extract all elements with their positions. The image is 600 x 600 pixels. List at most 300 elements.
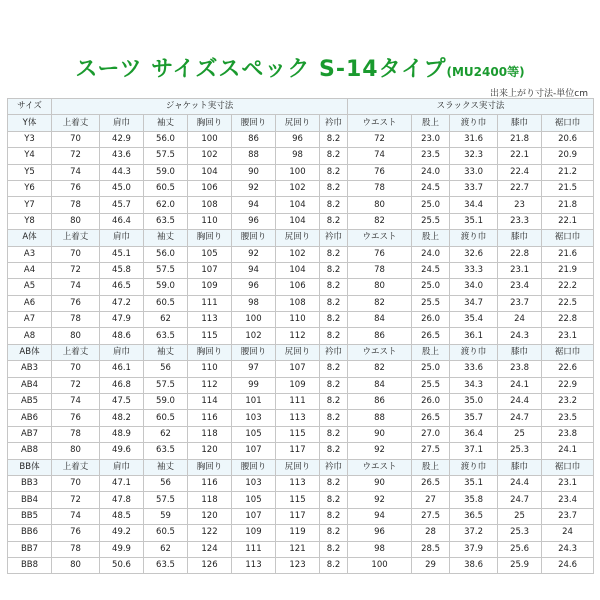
column-header: 膝巾	[498, 459, 542, 475]
value-cell: 25.5	[412, 295, 450, 311]
value-cell: 60.5	[144, 410, 188, 426]
column-header: 肩巾	[100, 230, 144, 246]
value-cell: 72	[52, 262, 100, 278]
value-cell: 120	[188, 508, 232, 524]
column-header: 股上	[412, 344, 450, 360]
value-cell: 107	[276, 361, 320, 377]
value-cell: 25.9	[498, 557, 542, 573]
value-cell: 20.9	[542, 148, 594, 164]
value-cell: 62	[144, 541, 188, 557]
value-cell: 96	[276, 131, 320, 147]
column-header: 袖丈	[144, 115, 188, 131]
column-header: 膝巾	[498, 344, 542, 360]
size-cell: BB5	[8, 508, 52, 524]
value-cell: 109	[188, 279, 232, 295]
value-cell: 46.8	[100, 377, 144, 393]
value-cell: 24.1	[542, 443, 594, 459]
value-cell: 25	[498, 508, 542, 524]
value-cell: 49.6	[100, 443, 144, 459]
value-cell: 8.2	[320, 279, 348, 295]
value-cell: 76	[348, 246, 412, 262]
size-cell: BB6	[8, 525, 52, 541]
table-row	[8, 213, 594, 229]
value-cell: 76	[348, 164, 412, 180]
value-cell: 84	[348, 377, 412, 393]
value-cell: 27	[412, 492, 450, 508]
value-cell: 33.3	[450, 262, 498, 278]
value-cell: 59.0	[144, 164, 188, 180]
column-header: 衿巾	[320, 115, 348, 131]
value-cell: 124	[188, 541, 232, 557]
size-cell: A7	[8, 312, 52, 328]
value-cell: 90	[348, 426, 412, 442]
size-cell: Y5	[8, 164, 52, 180]
value-cell: 25.5	[412, 377, 450, 393]
value-cell: 57.5	[144, 148, 188, 164]
value-cell: 8.2	[320, 131, 348, 147]
value-cell: 106	[188, 180, 232, 196]
value-cell: 8.2	[320, 557, 348, 573]
value-cell: 80	[52, 213, 100, 229]
value-cell: 62	[144, 426, 188, 442]
value-cell: 116	[188, 475, 232, 491]
value-cell: 49.2	[100, 525, 144, 541]
value-cell: 23.7	[542, 508, 594, 524]
value-cell: 23.0	[412, 131, 450, 147]
table-row	[8, 246, 594, 262]
value-cell: 8.2	[320, 377, 348, 393]
value-cell: 21.8	[498, 131, 542, 147]
value-cell: 28	[412, 525, 450, 541]
value-cell: 82	[348, 213, 412, 229]
value-cell: 63.5	[144, 557, 188, 573]
value-cell: 24.7	[498, 492, 542, 508]
value-cell: 80	[348, 279, 412, 295]
value-cell: 103	[232, 475, 276, 491]
column-header: ウエスト	[348, 230, 412, 246]
value-cell: 72	[52, 377, 100, 393]
value-cell: 22.8	[498, 246, 542, 262]
value-cell: 110	[276, 312, 320, 328]
column-header: 肩巾	[100, 459, 144, 475]
value-cell: 22.2	[542, 279, 594, 295]
value-cell: 113	[232, 557, 276, 573]
value-cell: 35.1	[450, 475, 498, 491]
value-cell: 100	[232, 312, 276, 328]
value-cell: 43.6	[100, 148, 144, 164]
value-cell: 63.5	[144, 213, 188, 229]
size-cell: Y7	[8, 197, 52, 213]
value-cell: 78	[52, 426, 100, 442]
value-cell: 37.2	[450, 525, 498, 541]
value-cell: 110	[188, 213, 232, 229]
value-cell: 23.8	[542, 426, 594, 442]
value-cell: 117	[276, 443, 320, 459]
value-cell: 26.5	[412, 328, 450, 344]
value-cell: 8.2	[320, 410, 348, 426]
value-cell: 26.5	[412, 410, 450, 426]
value-cell: 8.2	[320, 197, 348, 213]
value-cell: 106	[276, 279, 320, 295]
value-cell: 22.4	[498, 164, 542, 180]
unit-note: 出来上がり寸法-単位cm	[490, 89, 588, 99]
column-header: 裾口巾	[542, 344, 594, 360]
value-cell: 104	[276, 197, 320, 213]
value-cell: 63.5	[144, 328, 188, 344]
value-cell: 34.3	[450, 377, 498, 393]
value-cell: 109	[232, 525, 276, 541]
value-cell: 44.3	[100, 164, 144, 180]
size-cell: Y8	[8, 213, 52, 229]
value-cell: 112	[276, 328, 320, 344]
value-cell: 45.7	[100, 197, 144, 213]
value-cell: 56	[144, 361, 188, 377]
value-cell: 100	[276, 164, 320, 180]
value-cell: 27.5	[412, 508, 450, 524]
table-row	[8, 557, 594, 573]
value-cell: 8.2	[320, 541, 348, 557]
value-cell: 86	[348, 394, 412, 410]
value-cell: 46.4	[100, 213, 144, 229]
table-row	[8, 148, 594, 164]
value-cell: 74	[52, 164, 100, 180]
value-cell: 80	[52, 443, 100, 459]
value-cell: 70	[52, 361, 100, 377]
value-cell: 31.6	[450, 131, 498, 147]
table-row	[8, 262, 594, 278]
column-header: 膝巾	[498, 230, 542, 246]
value-cell: 78	[348, 180, 412, 196]
value-cell: 70	[52, 475, 100, 491]
value-cell: 23.2	[542, 394, 594, 410]
value-cell: 45.8	[100, 262, 144, 278]
value-cell: 121	[276, 541, 320, 557]
column-header: 上着丈	[52, 459, 100, 475]
value-cell: 59.0	[144, 394, 188, 410]
value-cell: 78	[52, 312, 100, 328]
column-header: 尻回り	[276, 115, 320, 131]
column-header: 股上	[412, 459, 450, 475]
value-cell: 74	[52, 279, 100, 295]
value-cell: 102	[276, 246, 320, 262]
value-cell: 45.0	[100, 180, 144, 196]
value-cell: 8.2	[320, 180, 348, 196]
value-cell: 100	[348, 557, 412, 573]
value-cell: 76	[52, 525, 100, 541]
size-cell: A8	[8, 328, 52, 344]
value-cell: 33.7	[450, 180, 498, 196]
value-cell: 82	[348, 295, 412, 311]
table-row	[8, 295, 594, 311]
value-cell: 96	[348, 525, 412, 541]
value-cell: 56.0	[144, 246, 188, 262]
table-header-row	[8, 99, 594, 115]
group-label: A体	[8, 230, 52, 246]
value-cell: 111	[276, 394, 320, 410]
size-cell: AB7	[8, 426, 52, 442]
value-cell: 28.5	[412, 541, 450, 557]
size-cell: Y3	[8, 131, 52, 147]
value-cell: 76	[52, 180, 100, 196]
value-cell: 103	[232, 410, 276, 426]
value-cell: 8.2	[320, 246, 348, 262]
value-cell: 82	[348, 361, 412, 377]
column-header: 股上	[412, 230, 450, 246]
value-cell: 8.2	[320, 475, 348, 491]
value-cell: 57.5	[144, 492, 188, 508]
table-row	[8, 131, 594, 147]
value-cell: 47.2	[100, 295, 144, 311]
size-cell: AB8	[8, 443, 52, 459]
value-cell: 37.9	[450, 541, 498, 557]
value-cell: 92	[232, 180, 276, 196]
value-cell: 36.1	[450, 328, 498, 344]
column-header: 股上	[412, 115, 450, 131]
value-cell: 22.5	[542, 295, 594, 311]
value-cell: 104	[276, 213, 320, 229]
size-cell: AB3	[8, 361, 52, 377]
value-cell: 74	[52, 508, 100, 524]
value-cell: 104	[188, 164, 232, 180]
size-cell: A6	[8, 295, 52, 311]
value-cell: 23.4	[498, 279, 542, 295]
value-cell: 25.6	[498, 541, 542, 557]
value-cell: 8.2	[320, 525, 348, 541]
size-cell: BB8	[8, 557, 52, 573]
value-cell: 20.6	[542, 131, 594, 147]
value-cell: 24.3	[498, 328, 542, 344]
column-header: 渡り巾	[450, 115, 498, 131]
value-cell: 63.5	[144, 443, 188, 459]
value-cell: 76	[52, 295, 100, 311]
value-cell: 118	[188, 492, 232, 508]
table-row	[8, 312, 594, 328]
size-cell: A4	[8, 262, 52, 278]
value-cell: 80	[348, 197, 412, 213]
table-row	[8, 508, 594, 524]
title-main: スーツ サイズスペック S-14タイプ	[75, 57, 447, 82]
value-cell: 8.2	[320, 394, 348, 410]
value-cell: 72	[348, 131, 412, 147]
value-cell: 70	[52, 131, 100, 147]
value-cell: 24.5	[412, 180, 450, 196]
column-header: 胸回り	[188, 230, 232, 246]
value-cell: 8.2	[320, 164, 348, 180]
value-cell: 45.1	[100, 246, 144, 262]
value-cell: 25.3	[498, 525, 542, 541]
value-cell: 35.1	[450, 213, 498, 229]
value-cell: 23.1	[542, 475, 594, 491]
value-cell: 26.5	[412, 475, 450, 491]
jacket-header: ジャケット実寸法	[52, 99, 348, 115]
value-cell: 113	[188, 312, 232, 328]
value-cell: 24.5	[412, 262, 450, 278]
value-cell: 59	[144, 508, 188, 524]
value-cell: 23.4	[542, 492, 594, 508]
group-label: Y体	[8, 115, 52, 131]
value-cell: 23.8	[498, 361, 542, 377]
value-cell: 98	[232, 295, 276, 311]
column-header: 衿巾	[320, 459, 348, 475]
size-cell: BB4	[8, 492, 52, 508]
value-cell: 46.5	[100, 279, 144, 295]
value-cell: 60.5	[144, 525, 188, 541]
value-cell: 78	[52, 541, 100, 557]
value-cell: 21.2	[542, 164, 594, 180]
table-row	[8, 394, 594, 410]
column-header: ウエスト	[348, 344, 412, 360]
value-cell: 56	[144, 475, 188, 491]
value-cell: 96	[232, 213, 276, 229]
size-spec-table	[7, 98, 594, 574]
value-cell: 8.2	[320, 295, 348, 311]
column-header: 渡り巾	[450, 459, 498, 475]
value-cell: 24.7	[498, 410, 542, 426]
value-cell: 22.6	[542, 361, 594, 377]
value-cell: 92	[348, 492, 412, 508]
table-row	[8, 164, 594, 180]
value-cell: 8.2	[320, 213, 348, 229]
value-cell: 35.0	[450, 394, 498, 410]
column-header: 袖丈	[144, 459, 188, 475]
value-cell: 122	[188, 525, 232, 541]
value-cell: 102	[276, 180, 320, 196]
value-cell: 8.2	[320, 492, 348, 508]
value-cell: 107	[188, 262, 232, 278]
value-cell: 115	[188, 328, 232, 344]
value-cell: 35.7	[450, 410, 498, 426]
table-row	[8, 377, 594, 393]
value-cell: 8.2	[320, 508, 348, 524]
value-cell: 8.2	[320, 262, 348, 278]
value-cell: 32.3	[450, 148, 498, 164]
value-cell: 97	[232, 361, 276, 377]
value-cell: 22.8	[542, 312, 594, 328]
size-cell: BB3	[8, 475, 52, 491]
column-header: 渡り巾	[450, 344, 498, 360]
column-header: 腰回り	[232, 459, 276, 475]
value-cell: 107	[232, 443, 276, 459]
value-cell: 102	[232, 328, 276, 344]
value-cell: 105	[232, 492, 276, 508]
value-cell: 8.2	[320, 426, 348, 442]
value-cell: 47.5	[100, 394, 144, 410]
value-cell: 116	[188, 410, 232, 426]
value-cell: 24.0	[412, 164, 450, 180]
value-cell: 80	[52, 328, 100, 344]
table-row	[8, 475, 594, 491]
value-cell: 25.3	[498, 443, 542, 459]
value-cell: 24.4	[498, 475, 542, 491]
value-cell: 25	[498, 426, 542, 442]
column-header: 裾口巾	[542, 115, 594, 131]
value-cell: 92	[348, 443, 412, 459]
value-cell: 24.3	[542, 541, 594, 557]
value-cell: 23.5	[412, 148, 450, 164]
value-cell: 36.5	[450, 508, 498, 524]
value-cell: 119	[276, 525, 320, 541]
column-header: 上着丈	[52, 230, 100, 246]
value-cell: 8.2	[320, 312, 348, 328]
value-cell: 35.4	[450, 312, 498, 328]
table-row	[8, 197, 594, 213]
value-cell: 101	[232, 394, 276, 410]
title-sub: (MU2400等)	[446, 65, 525, 79]
table-row	[8, 410, 594, 426]
group-label: BB体	[8, 459, 52, 475]
column-header: 胸回り	[188, 115, 232, 131]
table-row	[8, 443, 594, 459]
column-header: 尻回り	[276, 344, 320, 360]
table-row	[8, 279, 594, 295]
value-cell: 111	[188, 295, 232, 311]
column-header: 腰回り	[232, 115, 276, 131]
value-cell: 47.8	[100, 492, 144, 508]
value-cell: 105	[232, 426, 276, 442]
value-cell: 90	[348, 475, 412, 491]
value-cell: 25.0	[412, 197, 450, 213]
value-cell: 33.0	[450, 164, 498, 180]
value-cell: 60.5	[144, 295, 188, 311]
group-header-row	[8, 344, 594, 360]
value-cell: 22.7	[498, 180, 542, 196]
group-header-row	[8, 115, 594, 131]
value-cell: 86	[348, 328, 412, 344]
table-row	[8, 541, 594, 557]
value-cell: 34.4	[450, 197, 498, 213]
value-cell: 48.5	[100, 508, 144, 524]
group-header-row	[8, 230, 594, 246]
value-cell: 22.1	[542, 213, 594, 229]
value-cell: 46.1	[100, 361, 144, 377]
value-cell: 48.9	[100, 426, 144, 442]
value-cell: 50.6	[100, 557, 144, 573]
value-cell: 100	[188, 131, 232, 147]
column-header: ウエスト	[348, 459, 412, 475]
group-header-row	[8, 459, 594, 475]
value-cell: 48.6	[100, 328, 144, 344]
value-cell: 21.9	[542, 262, 594, 278]
value-cell: 32.6	[450, 246, 498, 262]
value-cell: 115	[276, 426, 320, 442]
value-cell: 27.5	[412, 443, 450, 459]
value-cell: 22.9	[542, 377, 594, 393]
value-cell: 112	[188, 377, 232, 393]
value-cell: 114	[188, 394, 232, 410]
value-cell: 33.6	[450, 361, 498, 377]
value-cell: 21.8	[542, 197, 594, 213]
size-cell: AB5	[8, 394, 52, 410]
value-cell: 107	[232, 508, 276, 524]
value-cell: 24	[498, 312, 542, 328]
column-header: 袖丈	[144, 230, 188, 246]
value-cell: 62.0	[144, 197, 188, 213]
value-cell: 38.6	[450, 557, 498, 573]
value-cell: 113	[276, 410, 320, 426]
value-cell: 72	[52, 492, 100, 508]
value-cell: 88	[232, 148, 276, 164]
value-cell: 60.5	[144, 180, 188, 196]
size-cell: AB4	[8, 377, 52, 393]
value-cell: 104	[276, 262, 320, 278]
value-cell: 25.5	[412, 213, 450, 229]
column-header: 膝巾	[498, 115, 542, 131]
column-header: 裾口巾	[542, 230, 594, 246]
value-cell: 27.0	[412, 426, 450, 442]
value-cell: 24.4	[498, 394, 542, 410]
value-cell: 26.0	[412, 312, 450, 328]
group-label: AB体	[8, 344, 52, 360]
